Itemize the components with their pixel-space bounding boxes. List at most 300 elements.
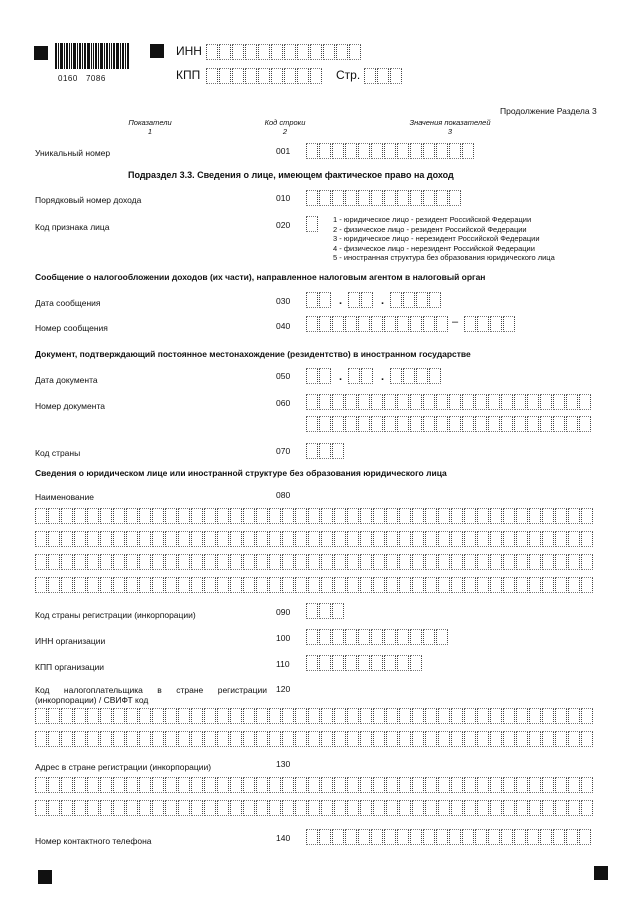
input-cell[interactable]: [347, 708, 359, 724]
input-cell[interactable]: [295, 777, 307, 793]
input-cell[interactable]: [269, 531, 281, 547]
input-cell[interactable]: [360, 554, 372, 570]
input-cell[interactable]: [269, 731, 281, 747]
input-cell[interactable]: [451, 800, 463, 816]
input-cell[interactable]: [308, 554, 320, 570]
input-cell[interactable]: [232, 44, 244, 60]
input-cell[interactable]: [321, 508, 333, 524]
input-cell[interactable]: [61, 554, 73, 570]
input-cell[interactable]: [306, 655, 318, 671]
input-cell[interactable]: [412, 531, 424, 547]
input-cell[interactable]: [384, 316, 396, 332]
input-cell[interactable]: [425, 708, 437, 724]
input-cell[interactable]: [425, 577, 437, 593]
input-cell[interactable]: [35, 554, 47, 570]
input-cell[interactable]: [139, 708, 151, 724]
message-number-field[interactable]: [306, 316, 449, 332]
input-cell[interactable]: [48, 731, 60, 747]
input-cell[interactable]: [334, 508, 346, 524]
input-cell[interactable]: [306, 143, 318, 159]
input-cell[interactable]: [345, 316, 357, 332]
input-cell[interactable]: [501, 829, 513, 845]
input-cell[interactable]: [319, 443, 331, 459]
input-cell[interactable]: [113, 800, 125, 816]
input-cell[interactable]: [490, 731, 502, 747]
input-cell[interactable]: [399, 800, 411, 816]
input-cell[interactable]: [397, 829, 409, 845]
input-cell[interactable]: [308, 800, 320, 816]
input-cell[interactable]: [282, 708, 294, 724]
input-cell[interactable]: [358, 143, 370, 159]
input-cell[interactable]: [579, 416, 591, 432]
input-cell[interactable]: [139, 508, 151, 524]
message-date-day[interactable]: [306, 292, 332, 308]
input-cell[interactable]: [35, 508, 47, 524]
input-cell[interactable]: [490, 577, 502, 593]
input-cell[interactable]: [74, 777, 86, 793]
input-cell[interactable]: [514, 394, 526, 410]
input-cell[interactable]: [204, 800, 216, 816]
input-cell[interactable]: [113, 531, 125, 547]
input-cell[interactable]: [412, 508, 424, 524]
input-cell[interactable]: [416, 292, 428, 308]
input-cell[interactable]: [100, 777, 112, 793]
input-cell[interactable]: [581, 577, 593, 593]
input-cell[interactable]: [423, 316, 435, 332]
input-cell[interactable]: [271, 68, 283, 84]
input-cell[interactable]: [243, 777, 255, 793]
input-cell[interactable]: [501, 394, 513, 410]
input-cell[interactable]: [568, 577, 580, 593]
input-cell[interactable]: [542, 531, 554, 547]
input-cell[interactable]: [256, 508, 268, 524]
input-cell[interactable]: [204, 731, 216, 747]
input-cell[interactable]: [48, 800, 60, 816]
input-cell[interactable]: [306, 368, 318, 384]
input-cell[interactable]: [345, 143, 357, 159]
input-cell[interactable]: [451, 508, 463, 524]
input-cell[interactable]: [243, 708, 255, 724]
input-cell[interactable]: [373, 508, 385, 524]
input-cell[interactable]: [178, 800, 190, 816]
input-cell[interactable]: [295, 508, 307, 524]
input-cell[interactable]: [581, 800, 593, 816]
input-cell[interactable]: [412, 800, 424, 816]
input-cell[interactable]: [178, 731, 190, 747]
input-cell[interactable]: [410, 316, 422, 332]
input-cell[interactable]: [321, 577, 333, 593]
input-cell[interactable]: [152, 731, 164, 747]
org-kpp-field[interactable]: [306, 655, 423, 671]
input-cell[interactable]: [217, 508, 229, 524]
input-cell[interactable]: [319, 394, 331, 410]
input-cell[interactable]: [503, 731, 515, 747]
input-cell[interactable]: [310, 68, 322, 84]
input-cell[interactable]: [348, 368, 360, 384]
page-field[interactable]: [364, 68, 403, 84]
input-cell[interactable]: [503, 800, 515, 816]
input-cell[interactable]: [271, 44, 283, 60]
taxpayer-code-row1[interactable]: [35, 708, 605, 724]
input-cell[interactable]: [126, 531, 138, 547]
input-cell[interactable]: [416, 368, 428, 384]
input-cell[interactable]: [61, 731, 73, 747]
input-cell[interactable]: [332, 316, 344, 332]
input-cell[interactable]: [204, 508, 216, 524]
input-cell[interactable]: [568, 800, 580, 816]
input-cell[interactable]: [436, 143, 448, 159]
input-cell[interactable]: [348, 292, 360, 308]
input-cell[interactable]: [219, 68, 231, 84]
input-cell[interactable]: [321, 708, 333, 724]
country-code-field[interactable]: [306, 443, 345, 459]
input-cell[interactable]: [282, 731, 294, 747]
input-cell[interactable]: [256, 554, 268, 570]
input-cell[interactable]: [35, 731, 47, 747]
input-cell[interactable]: [423, 394, 435, 410]
input-cell[interactable]: [217, 708, 229, 724]
input-cell[interactable]: [423, 190, 435, 206]
input-cell[interactable]: [566, 416, 578, 432]
input-cell[interactable]: [542, 708, 554, 724]
input-cell[interactable]: [581, 554, 593, 570]
input-cell[interactable]: [451, 777, 463, 793]
input-cell[interactable]: [516, 554, 528, 570]
input-cell[interactable]: [191, 800, 203, 816]
input-cell[interactable]: [438, 708, 450, 724]
input-cell[interactable]: [410, 394, 422, 410]
input-cell[interactable]: [464, 800, 476, 816]
input-cell[interactable]: [386, 508, 398, 524]
input-cell[interactable]: [516, 731, 528, 747]
input-cell[interactable]: [358, 655, 370, 671]
input-cell[interactable]: [449, 829, 461, 845]
input-cell[interactable]: [165, 708, 177, 724]
input-cell[interactable]: [206, 68, 218, 84]
input-cell[interactable]: [475, 416, 487, 432]
input-cell[interactable]: [423, 629, 435, 645]
input-cell[interactable]: [384, 655, 396, 671]
input-cell[interactable]: [384, 829, 396, 845]
input-cell[interactable]: [540, 394, 552, 410]
input-cell[interactable]: [555, 777, 567, 793]
input-cell[interactable]: [74, 731, 86, 747]
input-cell[interactable]: [490, 777, 502, 793]
input-cell[interactable]: [361, 292, 373, 308]
input-cell[interactable]: [87, 777, 99, 793]
input-cell[interactable]: [204, 554, 216, 570]
input-cell[interactable]: [438, 800, 450, 816]
input-cell[interactable]: [100, 731, 112, 747]
input-cell[interactable]: [438, 508, 450, 524]
input-cell[interactable]: [332, 190, 344, 206]
input-cell[interactable]: [516, 708, 528, 724]
input-cell[interactable]: [516, 777, 528, 793]
input-cell[interactable]: [113, 554, 125, 570]
unique-number-field[interactable]: [306, 143, 475, 159]
input-cell[interactable]: [462, 143, 474, 159]
input-cell[interactable]: [217, 554, 229, 570]
input-cell[interactable]: [87, 708, 99, 724]
input-cell[interactable]: [61, 577, 73, 593]
input-cell[interactable]: [423, 829, 435, 845]
document-number-row1[interactable]: [306, 394, 592, 410]
input-cell[interactable]: [477, 554, 489, 570]
input-cell[interactable]: [243, 731, 255, 747]
input-cell[interactable]: [295, 731, 307, 747]
input-cell[interactable]: [488, 394, 500, 410]
input-cell[interactable]: [403, 368, 415, 384]
input-cell[interactable]: [332, 443, 344, 459]
input-cell[interactable]: [308, 708, 320, 724]
income-number-field[interactable]: [306, 190, 462, 206]
input-cell[interactable]: [284, 68, 296, 84]
input-cell[interactable]: [516, 800, 528, 816]
input-cell[interactable]: [256, 777, 268, 793]
input-cell[interactable]: [217, 577, 229, 593]
input-cell[interactable]: [397, 190, 409, 206]
input-cell[interactable]: [514, 829, 526, 845]
input-cell[interactable]: [35, 777, 47, 793]
message-date-month[interactable]: [348, 292, 374, 308]
input-cell[interactable]: [373, 531, 385, 547]
input-cell[interactable]: [345, 629, 357, 645]
input-cell[interactable]: [410, 416, 422, 432]
input-cell[interactable]: [48, 508, 60, 524]
input-cell[interactable]: [542, 577, 554, 593]
input-cell[interactable]: [113, 708, 125, 724]
input-cell[interactable]: [488, 829, 500, 845]
input-cell[interactable]: [282, 800, 294, 816]
input-cell[interactable]: [464, 577, 476, 593]
input-cell[interactable]: [100, 531, 112, 547]
input-cell[interactable]: [373, 708, 385, 724]
input-cell[interactable]: [152, 777, 164, 793]
input-cell[interactable]: [87, 508, 99, 524]
input-cell[interactable]: [336, 44, 348, 60]
input-cell[interactable]: [152, 708, 164, 724]
input-cell[interactable]: [126, 577, 138, 593]
input-cell[interactable]: [390, 368, 402, 384]
input-cell[interactable]: [308, 508, 320, 524]
input-cell[interactable]: [152, 577, 164, 593]
input-cell[interactable]: [568, 508, 580, 524]
input-cell[interactable]: [477, 708, 489, 724]
input-cell[interactable]: [371, 143, 383, 159]
input-cell[interactable]: [321, 777, 333, 793]
input-cell[interactable]: [48, 708, 60, 724]
input-cell[interactable]: [503, 531, 515, 547]
input-cell[interactable]: [48, 577, 60, 593]
input-cell[interactable]: [334, 554, 346, 570]
input-cell[interactable]: [390, 68, 402, 84]
input-cell[interactable]: [113, 577, 125, 593]
input-cell[interactable]: [321, 800, 333, 816]
input-cell[interactable]: [230, 531, 242, 547]
input-cell[interactable]: [475, 829, 487, 845]
address-row1[interactable]: [35, 777, 605, 793]
input-cell[interactable]: [191, 554, 203, 570]
input-cell[interactable]: [425, 508, 437, 524]
input-cell[interactable]: [334, 800, 346, 816]
input-cell[interactable]: [477, 800, 489, 816]
input-cell[interactable]: [555, 508, 567, 524]
input-cell[interactable]: [310, 44, 322, 60]
document-date-month[interactable]: [348, 368, 374, 384]
input-cell[interactable]: [152, 800, 164, 816]
document-date-day[interactable]: [306, 368, 332, 384]
input-cell[interactable]: [269, 800, 281, 816]
input-cell[interactable]: [371, 190, 383, 206]
input-cell[interactable]: [386, 731, 398, 747]
input-cell[interactable]: [126, 731, 138, 747]
input-cell[interactable]: [269, 777, 281, 793]
input-cell[interactable]: [87, 800, 99, 816]
reg-country-code-field[interactable]: [306, 603, 345, 619]
input-cell[interactable]: [139, 777, 151, 793]
input-cell[interactable]: [282, 777, 294, 793]
taxpayer-code-row2[interactable]: [35, 731, 605, 747]
input-cell[interactable]: [529, 800, 541, 816]
input-cell[interactable]: [295, 531, 307, 547]
input-cell[interactable]: [464, 731, 476, 747]
input-cell[interactable]: [232, 68, 244, 84]
input-cell[interactable]: [282, 508, 294, 524]
input-cell[interactable]: [568, 708, 580, 724]
input-cell[interactable]: [371, 829, 383, 845]
input-cell[interactable]: [581, 708, 593, 724]
input-cell[interactable]: [425, 800, 437, 816]
input-cell[interactable]: [152, 531, 164, 547]
input-cell[interactable]: [384, 143, 396, 159]
input-cell[interactable]: [74, 531, 86, 547]
input-cell[interactable]: [332, 629, 344, 645]
input-cell[interactable]: [371, 629, 383, 645]
input-cell[interactable]: [319, 190, 331, 206]
input-cell[interactable]: [360, 531, 372, 547]
input-cell[interactable]: [516, 508, 528, 524]
input-cell[interactable]: [204, 777, 216, 793]
input-cell[interactable]: [74, 577, 86, 593]
input-cell[interactable]: [436, 190, 448, 206]
input-cell[interactable]: [451, 531, 463, 547]
input-cell[interactable]: [529, 508, 541, 524]
input-cell[interactable]: [360, 800, 372, 816]
input-cell[interactable]: [347, 777, 359, 793]
input-cell[interactable]: [386, 577, 398, 593]
input-cell[interactable]: [100, 577, 112, 593]
input-cell[interactable]: [256, 800, 268, 816]
input-cell[interactable]: [345, 416, 357, 432]
input-cell[interactable]: [360, 731, 372, 747]
input-cell[interactable]: [529, 777, 541, 793]
input-cell[interactable]: [306, 316, 318, 332]
input-cell[interactable]: [425, 777, 437, 793]
input-cell[interactable]: [191, 708, 203, 724]
input-cell[interactable]: [139, 731, 151, 747]
input-cell[interactable]: [87, 731, 99, 747]
input-cell[interactable]: [384, 394, 396, 410]
input-cell[interactable]: [464, 708, 476, 724]
input-cell[interactable]: [490, 316, 502, 332]
input-cell[interactable]: [540, 416, 552, 432]
input-cell[interactable]: [436, 629, 448, 645]
input-cell[interactable]: [178, 708, 190, 724]
input-cell[interactable]: [347, 731, 359, 747]
document-number-row2[interactable]: [306, 416, 592, 432]
input-cell[interactable]: [410, 190, 422, 206]
input-cell[interactable]: [490, 531, 502, 547]
input-cell[interactable]: [503, 777, 515, 793]
input-cell[interactable]: [323, 44, 335, 60]
input-cell[interactable]: [269, 554, 281, 570]
input-cell[interactable]: [429, 368, 441, 384]
input-cell[interactable]: [503, 554, 515, 570]
input-cell[interactable]: [219, 44, 231, 60]
input-cell[interactable]: [347, 508, 359, 524]
input-cell[interactable]: [384, 629, 396, 645]
input-cell[interactable]: [191, 508, 203, 524]
input-cell[interactable]: [152, 508, 164, 524]
input-cell[interactable]: [230, 731, 242, 747]
input-cell[interactable]: [358, 629, 370, 645]
input-cell[interactable]: [74, 554, 86, 570]
input-cell[interactable]: [269, 577, 281, 593]
input-cell[interactable]: [217, 731, 229, 747]
input-cell[interactable]: [555, 531, 567, 547]
message-number-suffix[interactable]: [464, 316, 516, 332]
input-cell[interactable]: [451, 554, 463, 570]
input-cell[interactable]: [464, 508, 476, 524]
input-cell[interactable]: [308, 777, 320, 793]
input-cell[interactable]: [358, 829, 370, 845]
input-cell[interactable]: [126, 508, 138, 524]
input-cell[interactable]: [295, 554, 307, 570]
name-row1[interactable]: [35, 508, 605, 524]
input-cell[interactable]: [332, 603, 344, 619]
input-cell[interactable]: [514, 416, 526, 432]
input-cell[interactable]: [425, 531, 437, 547]
input-cell[interactable]: [410, 629, 422, 645]
input-cell[interactable]: [243, 577, 255, 593]
input-cell[interactable]: [410, 143, 422, 159]
input-cell[interactable]: [217, 800, 229, 816]
input-cell[interactable]: [397, 143, 409, 159]
input-cell[interactable]: [579, 394, 591, 410]
input-cell[interactable]: [397, 416, 409, 432]
input-cell[interactable]: [165, 777, 177, 793]
input-cell[interactable]: [399, 777, 411, 793]
input-cell[interactable]: [295, 577, 307, 593]
input-cell[interactable]: [334, 777, 346, 793]
input-cell[interactable]: [490, 554, 502, 570]
input-cell[interactable]: [258, 68, 270, 84]
input-cell[interactable]: [423, 416, 435, 432]
input-cell[interactable]: [165, 554, 177, 570]
input-cell[interactable]: [61, 708, 73, 724]
input-cell[interactable]: [542, 508, 554, 524]
input-cell[interactable]: [295, 708, 307, 724]
input-cell[interactable]: [553, 394, 565, 410]
input-cell[interactable]: [542, 731, 554, 747]
input-cell[interactable]: [100, 800, 112, 816]
input-cell[interactable]: [490, 508, 502, 524]
input-cell[interactable]: [178, 554, 190, 570]
input-cell[interactable]: [321, 731, 333, 747]
input-cell[interactable]: [306, 394, 318, 410]
input-cell[interactable]: [243, 800, 255, 816]
input-cell[interactable]: [397, 316, 409, 332]
